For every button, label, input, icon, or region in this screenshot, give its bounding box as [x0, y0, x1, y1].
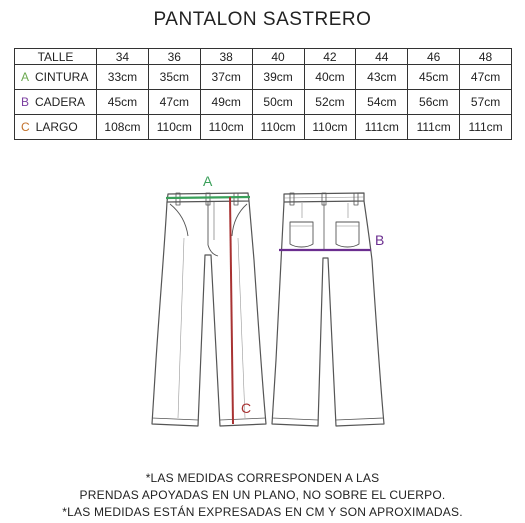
measure-cell: 47cm — [148, 90, 200, 115]
measure-letter-c: C — [21, 120, 30, 134]
size-header-label: TALLE — [15, 49, 97, 65]
size-header-cell: 48 — [460, 49, 512, 65]
measure-row-cintura — [15, 65, 512, 90]
measure-label-cell — [15, 90, 97, 115]
measure-line-a — [166, 197, 250, 198]
measure-row-largo — [15, 115, 512, 140]
measure-cell: 56cm — [408, 90, 460, 115]
measure-letter-b: B — [21, 95, 30, 109]
note-line: *LAS MEDIDAS CORRESPONDEN A LAS — [145, 471, 380, 485]
diagram-label-c: C — [241, 400, 252, 416]
size-header-cell: 44 — [356, 49, 408, 65]
size-header-cell: 34 — [97, 49, 149, 65]
measure-cell: 47cm — [460, 65, 512, 90]
measure-name: CADERA — [35, 95, 86, 109]
size-header-cell: 36 — [148, 49, 200, 65]
diagram-label-a: A — [203, 173, 213, 189]
measure-name: LARGO — [35, 120, 78, 134]
note-line: *LAS MEDIDAS ESTÁN EXPRESADAS EN CM Y SON APROXIMADAS. — [62, 505, 463, 519]
measure-cell: 50cm — [252, 90, 304, 115]
measure-cell: 40cm — [304, 65, 356, 90]
measure-cell: 110cm — [252, 115, 304, 140]
measure-label-cell — [15, 65, 97, 90]
measure-cell: 52cm — [304, 90, 356, 115]
page-title: PANTALON SASTRERO — [153, 9, 372, 30]
size-table — [14, 48, 512, 140]
back-trousers — [272, 193, 384, 426]
measure-cell: 111cm — [408, 115, 460, 140]
measure-row-cadera — [15, 90, 512, 115]
measure-name: CINTURA — [35, 70, 89, 84]
size-header-row — [15, 49, 512, 65]
size-header-cell: 42 — [304, 49, 356, 65]
front-trousers — [152, 193, 266, 426]
measure-cell: 49cm — [200, 90, 252, 115]
measurement-notes — [0, 470, 525, 521]
size-header-cell: 40 — [252, 49, 304, 65]
measure-cell: 43cm — [356, 65, 408, 90]
measure-cell: 57cm — [460, 90, 512, 115]
measure-cell: 33cm — [97, 65, 149, 90]
measure-cell: 37cm — [200, 65, 252, 90]
measure-letter-a: A — [21, 70, 30, 84]
size-header-cell: 46 — [408, 49, 460, 65]
measure-cell: 110cm — [304, 115, 356, 140]
note-line: PRENDAS APOYADAS EN UN PLANO, NO SOBRE EL CUERPO. — [79, 488, 446, 502]
measure-cell: 39cm — [252, 65, 304, 90]
diagram-label-b: B — [375, 232, 385, 248]
trousers-illustration — [0, 160, 525, 450]
measure-cell: 45cm — [97, 90, 149, 115]
size-header-cell: 38 — [200, 49, 252, 65]
measure-cell: 110cm — [200, 115, 252, 140]
measure-cell: 54cm — [356, 90, 408, 115]
measure-label-cell — [15, 115, 97, 140]
measure-cell: 35cm — [148, 65, 200, 90]
measure-cell: 108cm — [97, 115, 149, 140]
measure-cell: 111cm — [356, 115, 408, 140]
measure-cell: 111cm — [460, 115, 512, 140]
trousers-diagram — [0, 160, 525, 450]
measure-cell: 110cm — [148, 115, 200, 140]
measure-cell: 45cm — [408, 65, 460, 90]
